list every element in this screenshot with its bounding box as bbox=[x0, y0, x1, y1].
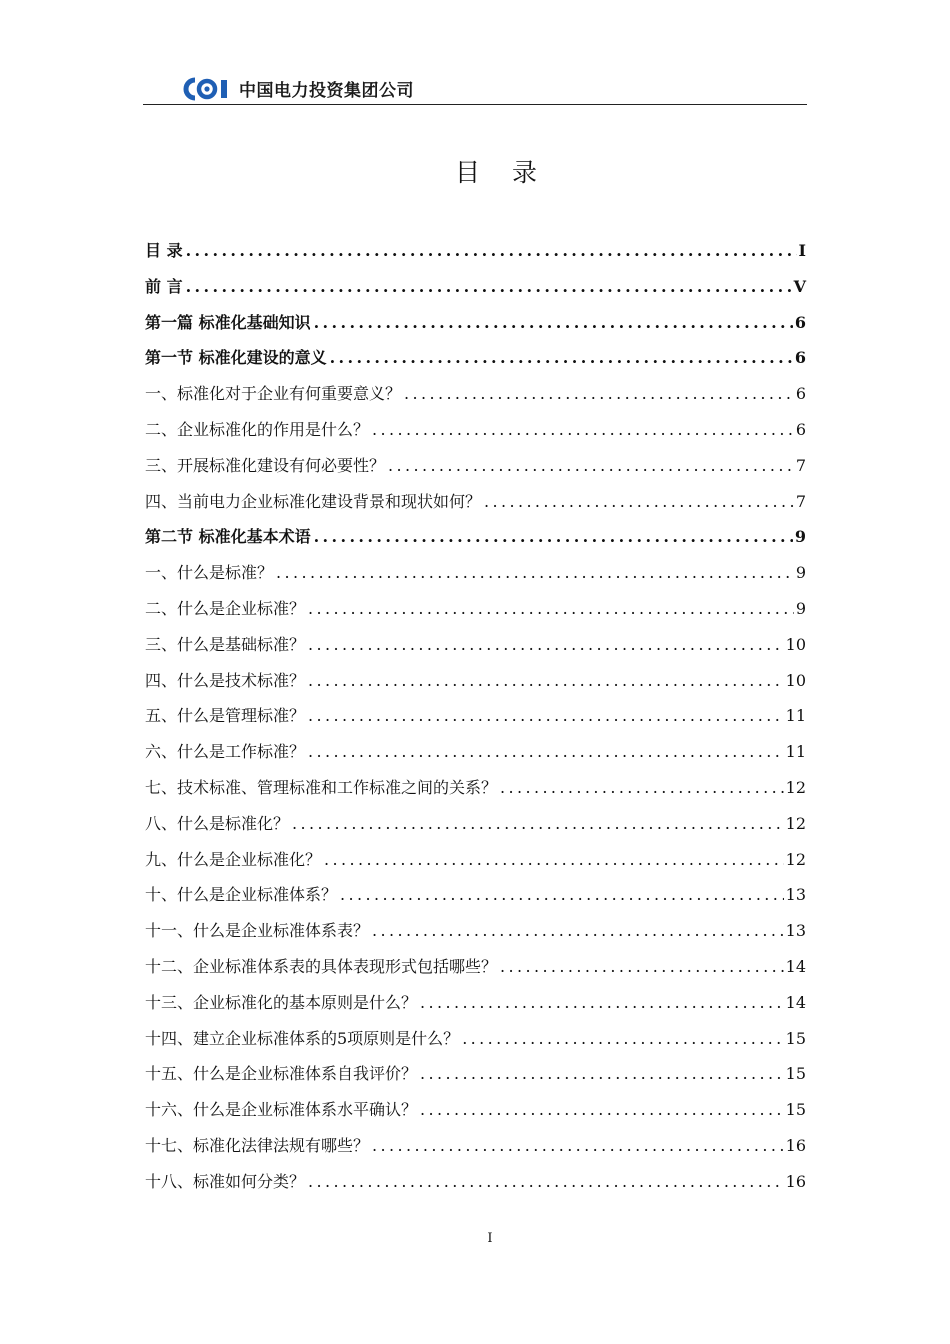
toc-dot-leader bbox=[292, 806, 784, 842]
toc-entry-page: 14 bbox=[785, 956, 806, 976]
toc-entry-label: 第二节 标准化基本术语 bbox=[145, 527, 311, 547]
toc-dot-leader bbox=[308, 1164, 784, 1200]
toc-dot-leader bbox=[276, 555, 794, 591]
page-title: 目 录 bbox=[455, 158, 549, 187]
toc-dot-leader bbox=[308, 663, 784, 699]
toc-entry[interactable] bbox=[145, 806, 806, 842]
toc-entry[interactable] bbox=[145, 1021, 806, 1057]
toc-entry-label: 十一、什么是企业标准体系表？ bbox=[145, 921, 370, 941]
toc-entry-page: 7 bbox=[795, 491, 806, 511]
toc-entry-page: 9 bbox=[795, 598, 806, 618]
toc-dot-leader bbox=[372, 412, 794, 448]
toc-dot-leader bbox=[420, 1092, 784, 1128]
toc-entry-page: 6 bbox=[794, 312, 806, 332]
table-of-contents bbox=[145, 233, 806, 1200]
toc-entry-label: 第一节 标准化建设的意义 bbox=[145, 348, 327, 368]
toc-entry-label: 一、什么是标准？ bbox=[145, 563, 274, 583]
toc-entry-label: 一、标准化对于企业有何重要意义？ bbox=[145, 384, 402, 404]
toc-dot-leader bbox=[500, 770, 784, 806]
toc-entry[interactable] bbox=[145, 412, 806, 448]
toc-entry[interactable] bbox=[145, 949, 806, 985]
toc-dot-leader bbox=[330, 340, 793, 376]
toc-entry[interactable] bbox=[145, 698, 806, 734]
company-logo bbox=[181, 76, 414, 101]
toc-dot-leader bbox=[186, 269, 792, 305]
toc-entry-label: 五、什么是管理标准？ bbox=[145, 706, 306, 726]
toc-dot-leader bbox=[308, 698, 784, 734]
toc-entry[interactable] bbox=[145, 842, 806, 878]
page-number: I bbox=[487, 1231, 493, 1246]
toc-entry-label: 八、什么是标准化？ bbox=[145, 813, 290, 833]
toc-entry[interactable] bbox=[145, 627, 806, 663]
toc-entry[interactable] bbox=[145, 985, 806, 1021]
toc-entry-page: 15 bbox=[785, 1028, 806, 1048]
toc-entry-page: 12 bbox=[785, 813, 806, 833]
toc-entry-label: 十三、企业标准化的基本原则是什么？ bbox=[145, 992, 418, 1012]
toc-entry-page: 11 bbox=[785, 742, 806, 762]
toc-dot-leader bbox=[388, 448, 794, 484]
toc-entry-label: 十、什么是企业标准体系？ bbox=[145, 885, 338, 905]
toc-entry[interactable] bbox=[145, 734, 806, 770]
toc-entry-page: 11 bbox=[785, 706, 806, 726]
toc-entry-label: 二、企业标准化的作用是什么？ bbox=[145, 419, 370, 439]
toc-entry-page: 15 bbox=[785, 1064, 806, 1084]
toc-entry-label: 九、什么是企业标准化？ bbox=[145, 849, 322, 869]
page-header bbox=[143, 74, 807, 105]
toc-entry-label: 三、开展标准化建设有何必要性？ bbox=[145, 455, 386, 475]
toc-dot-leader bbox=[372, 1128, 784, 1164]
toc-entry[interactable] bbox=[145, 591, 806, 627]
toc-dot-leader bbox=[404, 376, 794, 412]
toc-entry-label: 二、什么是企业标准？ bbox=[145, 598, 306, 618]
toc-entry[interactable] bbox=[145, 484, 806, 520]
toc-entry-page: 14 bbox=[785, 992, 806, 1012]
toc-entry-page: 12 bbox=[785, 849, 806, 869]
toc-entry-label: 十七、标准化法律法规有哪些？ bbox=[145, 1135, 370, 1155]
toc-entry-page: V bbox=[793, 276, 806, 296]
toc-entry[interactable] bbox=[145, 376, 806, 412]
toc-entry-page: I bbox=[798, 241, 806, 260]
toc-entry-page: 12 bbox=[785, 777, 806, 797]
toc-entry-label: 前 言 bbox=[145, 276, 183, 296]
toc-dot-leader bbox=[420, 1056, 784, 1092]
toc-entry[interactable] bbox=[145, 448, 806, 484]
toc-entry-label: 七、技术标准、管理标准和工作标准之间的关系？ bbox=[145, 777, 498, 797]
toc-entry[interactable] bbox=[145, 1092, 806, 1128]
toc-dot-leader bbox=[484, 484, 794, 520]
toc-entry[interactable] bbox=[145, 1056, 806, 1092]
toc-entry[interactable] bbox=[145, 269, 806, 305]
toc-entry-label: 四、当前电力企业标准化建设背景和现状如何？ bbox=[145, 491, 482, 511]
toc-entry-page: 6 bbox=[795, 419, 806, 439]
toc-entry[interactable] bbox=[145, 663, 806, 699]
toc-entry-page: 6 bbox=[794, 348, 806, 368]
toc-entry-page: 13 bbox=[785, 885, 806, 905]
toc-entry-page: 13 bbox=[785, 921, 806, 941]
toc-dot-leader bbox=[308, 627, 784, 663]
toc-entry[interactable] bbox=[145, 305, 806, 341]
toc-dot-leader bbox=[308, 591, 794, 627]
toc-entry-page: 16 bbox=[785, 1171, 806, 1191]
toc-dot-leader bbox=[324, 842, 784, 878]
company-name: 中国电力投资集团公司 bbox=[239, 81, 414, 101]
toc-dot-leader bbox=[372, 913, 784, 949]
toc-entry[interactable] bbox=[145, 1164, 806, 1200]
toc-entry-page: 7 bbox=[795, 455, 806, 475]
toc-entry-label: 十五、什么是企业标准体系自我评价？ bbox=[145, 1064, 418, 1084]
toc-entry[interactable] bbox=[145, 1128, 806, 1164]
toc-dot-leader bbox=[308, 734, 784, 770]
toc-entry[interactable] bbox=[145, 555, 806, 591]
toc-entry-page: 6 bbox=[795, 384, 806, 404]
toc-entry-label: 十八、标准如何分类？ bbox=[145, 1171, 306, 1191]
toc-entry[interactable] bbox=[145, 519, 806, 555]
toc-entry-label: 第一篇 标准化基础知识 bbox=[145, 312, 311, 332]
toc-entry-page: 10 bbox=[785, 670, 806, 690]
toc-entry-label: 十二、企业标准体系表的具体表现形式包括哪些？ bbox=[145, 956, 498, 976]
toc-entry-label: 六、什么是工作标准？ bbox=[145, 742, 306, 762]
toc-dot-leader bbox=[186, 233, 797, 269]
toc-dot-leader bbox=[314, 519, 793, 555]
toc-entry[interactable] bbox=[145, 913, 806, 949]
toc-entry-page: 10 bbox=[785, 634, 806, 654]
toc-entry-page: 16 bbox=[785, 1135, 806, 1155]
cpi-logo-icon bbox=[181, 77, 233, 101]
toc-entry-label: 目 录 bbox=[145, 241, 183, 260]
toc-entry-page: 9 bbox=[795, 563, 806, 583]
toc-dot-leader bbox=[462, 1021, 783, 1057]
toc-entry[interactable] bbox=[145, 877, 806, 913]
toc-entry[interactable] bbox=[145, 770, 806, 806]
toc-entry-label: 十四、建立企业标准体系的5项原则是什么？ bbox=[145, 1028, 460, 1048]
toc-dot-leader bbox=[500, 949, 784, 985]
toc-entry[interactable] bbox=[145, 340, 806, 376]
toc-entry-label: 三、什么是基础标准？ bbox=[145, 634, 306, 654]
toc-dot-leader bbox=[340, 877, 784, 913]
toc-dot-leader bbox=[314, 305, 793, 341]
toc-entry-page: 9 bbox=[794, 527, 806, 547]
toc-dot-leader bbox=[420, 985, 784, 1021]
toc-entry[interactable] bbox=[145, 233, 806, 269]
toc-entry-label: 十六、什么是企业标准体系水平确认？ bbox=[145, 1100, 418, 1120]
toc-entry-label: 四、什么是技术标准？ bbox=[145, 670, 306, 690]
toc-entry-page: 15 bbox=[785, 1100, 806, 1120]
